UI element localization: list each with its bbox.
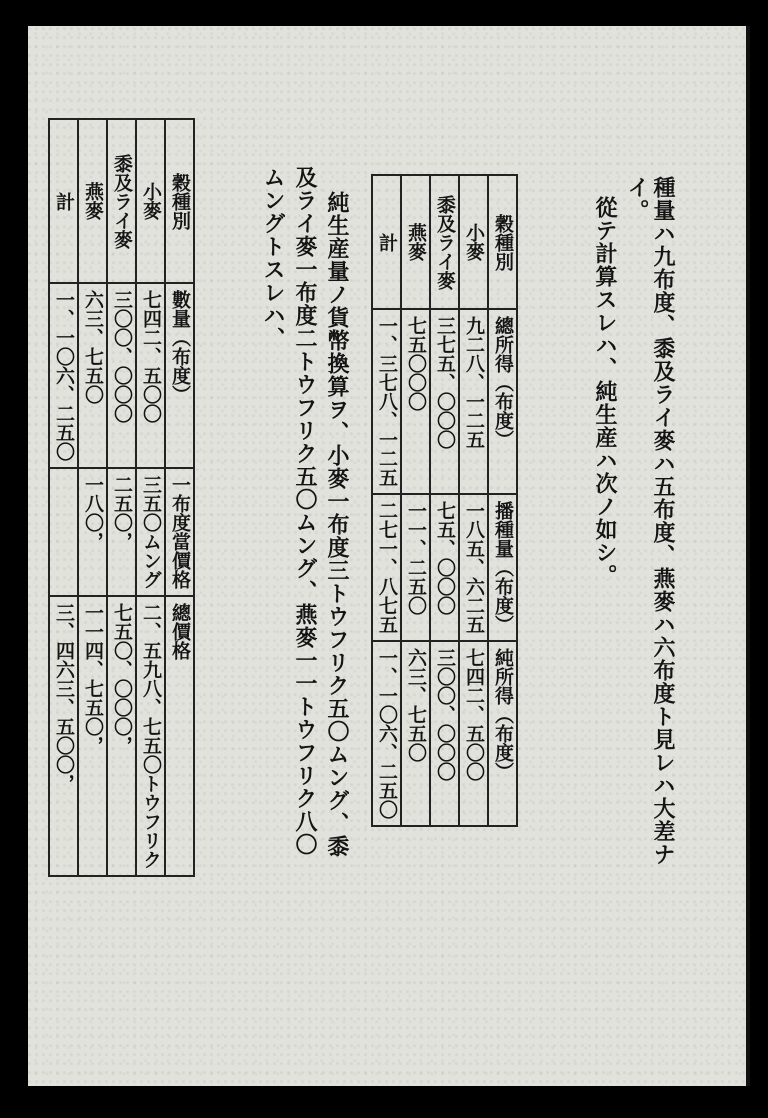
table-cell: 一八〇， — [78, 468, 107, 596]
table-cell: 六三、七五〇 — [78, 283, 107, 468]
row-label: 計 — [49, 119, 78, 283]
table-cell: 三、四六三、五〇〇， — [49, 596, 78, 876]
row-label: 小麥 — [136, 119, 165, 283]
value-table — [48, 118, 195, 877]
table-cell: 純所得（布度） — [488, 641, 517, 826]
table-row — [49, 119, 78, 876]
table-cell: 七五、〇〇〇 — [430, 494, 459, 641]
row-label: 黍及ライ麥 — [430, 175, 459, 309]
para-line-2: 及ライ麥一布度二トウフリク五〇ムング、燕麥一一トウフリク八〇 — [292, 166, 318, 856]
page-edge — [746, 26, 750, 1086]
table-cell: 一、三七八、一二五 — [372, 309, 401, 494]
table-cell: 七五〇、〇〇〇， — [107, 596, 136, 876]
col-header: 穀種別 — [165, 119, 194, 283]
table-cell: 一一四、七五〇， — [78, 596, 107, 876]
col-header: 穀種別 — [488, 175, 517, 309]
table-row — [136, 119, 165, 876]
table-cell: 總價格 — [165, 596, 194, 876]
table-cell: 播種量（布度） — [488, 494, 517, 641]
para-line-3: ムングトスレハ、 — [260, 166, 286, 350]
table-row — [459, 175, 488, 826]
production-table — [371, 174, 518, 827]
table-row — [430, 175, 459, 826]
table-cell: 三五〇ムング — [136, 468, 165, 596]
table-row — [165, 119, 194, 876]
table-cell: 二、五九八、七五〇トウフリク — [136, 596, 165, 876]
table-cell: 一一、二五〇 — [401, 494, 430, 641]
table-cell: 數量（布度） — [165, 283, 194, 468]
row-label: 計 — [372, 175, 401, 309]
table-cell: 一、一〇六、二五〇 — [372, 641, 401, 826]
table-cell: 總所得（布度） — [488, 309, 517, 494]
table-cell: 三〇〇、〇〇〇 — [107, 283, 136, 468]
table-cell: 二七一、八七五 — [372, 494, 401, 641]
para-line-1: 純生産量ノ貨幣換算ヲ、小麥一布度三トウフリク五〇ムング、黍 — [324, 191, 350, 858]
table-cell: 七四二、五〇〇 — [459, 641, 488, 826]
intro-line-1: 種量ハ九布度、黍及ライ麥ハ五布度、燕麥ハ六布度ト見レハ大差ナ — [650, 176, 676, 866]
table-cell: 三〇〇、〇〇〇 — [430, 641, 459, 826]
table-row — [78, 119, 107, 876]
table-row — [372, 175, 401, 826]
intro-line-3: 從テ計算スレハ、純生産ハ次ノ如シ。 — [592, 196, 618, 587]
row-label: 黍及ライ麥 — [107, 119, 136, 283]
table-cell: 一布度當價格 — [165, 468, 194, 596]
table-row — [107, 119, 136, 876]
row-label: 小麥 — [459, 175, 488, 309]
table-cell: 七四二、五〇〇 — [136, 283, 165, 468]
table-cell — [49, 468, 78, 596]
table-cell: 一、一〇六、二五〇 — [49, 283, 78, 468]
intro-line-2: イ。 — [624, 176, 650, 222]
table-row — [401, 175, 430, 826]
table-row — [488, 175, 517, 826]
scanned-page — [28, 26, 750, 1086]
table-cell: 九二八、一二五 — [459, 309, 488, 494]
row-label: 燕麥 — [78, 119, 107, 283]
row-label: 燕麥 — [401, 175, 430, 309]
table-cell: 七五〇〇〇 — [401, 309, 430, 494]
table-cell: 一八五、六二五 — [459, 494, 488, 641]
table-cell: 六三、七五〇 — [401, 641, 430, 826]
table-cell: 二五〇， — [107, 468, 136, 596]
table-cell: 三七五、〇〇〇 — [430, 309, 459, 494]
